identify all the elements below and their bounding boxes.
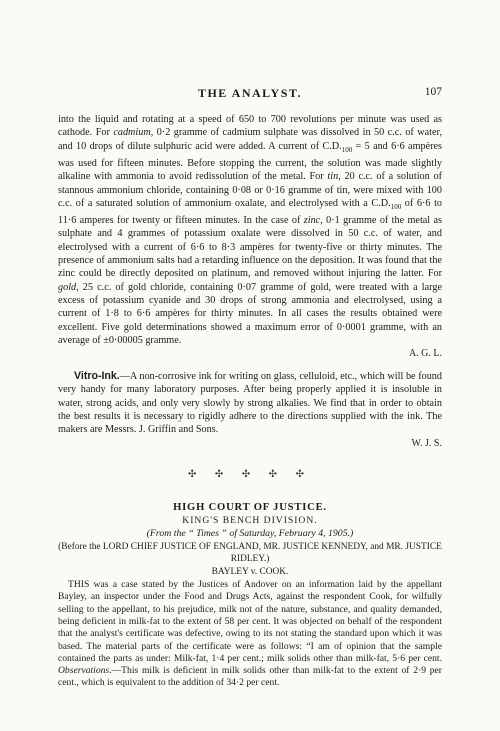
section-title: HIGH COURT OF JUSTICE. (173, 501, 327, 513)
division-title: KING'S BENCH DIVISION. (182, 515, 318, 527)
signature-agl: A. G. L. (408, 348, 442, 360)
bench-line: (Before the LORD CHIEF JUSTICE OF ENGLAND, MR. JUSTICE KENNEDY, and MR. JUSTICE RIDLEY.) (58, 541, 442, 565)
page-body (58, 113, 442, 690)
case-title: BAYLEY v. COOK. (211, 566, 289, 577)
paragraph-electrolysis: into the liquid and rotating at a speed of 650 to 700 revolutions per minute was used as cathode. For cadmium, 0·2 gramme of cadmium sulphate was dissolved in 50 c.c. of water, and 10 drops of dilute sulphuric acid were added. A current of $C.D._{100} = 5$ and 6·6 ampères was used for fifteen minutes. Before stopping the current, the solution was made slightly alkaline with ammonia to avoid redissolution of the metal. For tin, 20 c.c. of a solution of stannous ammonium chloride, containing 0·08 or 0·16 gramme of tin, were mixed with 100 c.c. of a saturated solution of ammonium oxalate, and electrolysed with a $C.D._{100}$ of 6·6 to 11·6 amperes for twenty or fifteen minutes. In the case of zinc, 0·1 gramme of the metal as sulphate and 4 grammes of potassium oxalate were dissolved in 50 c.c. of water, and electrolysed with a current of 6·6 to 8·3 ampères for twenty-five or thirty minutes. The presence of ammonium salts had a retarding influence on the deposition. It was found that the zinc could be directly deposited on platinum, and removed without injuring the latter. For gold, 25 c.c. of gold chloride, containing 0·07 gramme of gold, were treated with a large excess of potassium cyanide and 30 drops of strong ammonia and electrolysed, using a current of 1·8 to 6·6 ampères for thirty minutes. In all cases the results obtained were excellent. Five gold determinations showed a maximum error of 0·0001 gramme, with an average of ±0·00005 gramme. (58, 114, 443, 346)
source-line: (From the “ Times ” of Saturday, February 4, 1905.) (146, 528, 354, 540)
vitro-ink-heading: Vitro-Ink. (74, 370, 120, 383)
paragraph-case-body: THIS was a case stated by the Justices of Andover on an information laid by the appellant Bayley, an inspector under the Food and Drugs Acts, against the respondent Cook, for wilfully selling to the appellant, to his prejudice, milk not of the nature, substance, and quality demanded, being deficient in milk-fat to the extent of 58 per cent. It was objected on behalf of the respondent that the analyst's certificate was defective, owing to its not stating the standard upon which it was based. The material parts of the certificate were as follows: “I am of opinion that the sample contained the parts as under: Milk-fat, 1·4 per cent.; milk solids other than milk-fat, 5·6 per cent. Observations.—This milk is deficient in milk solids other than milk-fat to the extent of 2·9 per cent., which is equivalent to the addition of 34·2 per cent. (58, 579, 442, 689)
vitro-ink-text: —A non-corrosive ink for writing on glass, celluloid, etc., which will be found very handy for many laboratory purposes. After being properly applied it is insoluble in water, strong acids, and only very slowly by strong alkalies. We find that in order to obtain the best results it is necessary to rigidly adhere to the directions supplied with the ink. The makers are Messrs. J. Griffin and Sons. (58, 371, 442, 436)
paragraph-vitro-ink (58, 370, 442, 436)
signature-wjs: W. J. S. (411, 437, 442, 449)
running-head: THE ANALYST. (197, 86, 303, 100)
page-header (58, 86, 442, 102)
ornament-divider: ✣ ✣ ✣ ✣ ✣ (188, 468, 312, 480)
page-number: 107 (424, 86, 442, 98)
